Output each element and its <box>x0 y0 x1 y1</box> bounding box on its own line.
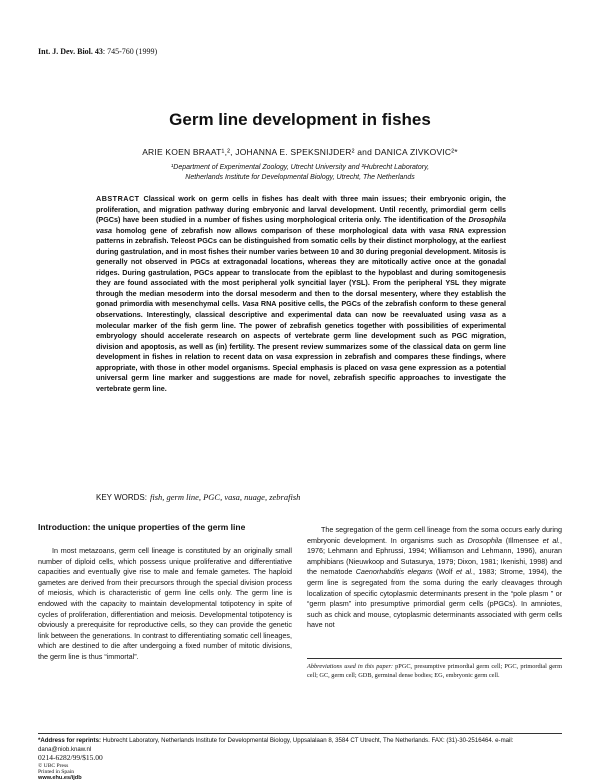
abbreviations-divider <box>307 658 562 659</box>
affiliations <box>0 163 600 183</box>
abbreviations-label: Abbreviations used in this paper: <box>307 663 394 670</box>
abstract-text-a: Classical work on germ cells in fishes has dealt with three main issues; their embryonic origin, the proliferation, and migration pathway during embryonic and larval development. Until recently, primordial germ cells (PGCs) have been studied in a number of fishes using morphological criteria only. The identification of the <box>96 194 506 225</box>
intro-left-column: In most metazoans, germ cell lineage is constituted by an originally small number of diploid cells, which possess unique proliferative and differentiative capacities and eventually give rise to male and female gametes. The haploid gametes are derived from their precursors through the special division process of meiosis, which is characteristic of germ line cells only. The germ line is endowed with the capacity to maintain developmental totipotency in spite of cycles of proliferation, differentiation and meiosis. Developmental totipotency is obviously a prerequisite for reproductive cells, so they can provide the genetic link between the generations. In contrast to differentiating somatic cell lineages, which are destined to die after undergoing a fixed number of mitotic divisions, the germ line is thus “immortal”. <box>38 546 292 661</box>
abbreviations-note <box>307 662 562 680</box>
journal-name: Int. J. Dev. Biol. <box>38 47 93 56</box>
abstract <box>96 194 506 394</box>
abstract-text-e: as a molecular marker of the fish germ line. The power of zebrafish genetics together with possibilities of experimental embryology should accelerate research on aspects of vertebrate germ line development such as PGC migration, division and apoptosis, as well as (in) fertility. The present review summarizes some of the classical data on germ line development in fishes in relation to recent data on <box>96 310 506 362</box>
right-text-e: , 1983; Strome, 1994), the germ line is segregated from the soma during the early cleavages through localization of specific cytoplasmic determinants present in the “pole plasm ” or “germ plasm” into presumptive primordial germ cells (pPGCs). In amniotes, such as chick and mouse, cytoplasmic determinants associated with germ cells have not <box>307 567 562 630</box>
issn-price: 0214-6282/99/$15.00 <box>38 753 103 762</box>
abstract-italic-a: Drosophila vasa <box>96 215 506 235</box>
right-text-b: (Illmensee <box>502 535 543 545</box>
footnote-divider <box>38 733 562 734</box>
right-italic-1: Drosophila <box>467 535 503 545</box>
journal-website-link[interactable]: www.ehu.es/ijdb <box>38 775 82 781</box>
abstract-text-d: RNA positive cells, the PGCs of the zebrafish conform to these general observations. Interestingly, classical descriptive and experimental data can now be reevaluated using <box>96 299 506 320</box>
publisher-printed: Printed in Spain <box>38 769 75 775</box>
journal-volume: 43 <box>94 47 103 56</box>
publisher-copyright: © UBC Press <box>38 763 69 769</box>
abstract-text-g: gene expression as a potential universal germ line marker and suggestions are made for novel, zebrafish specific approaches to investigate the vertebrate germ line. <box>96 362 506 393</box>
article-title: Germ line development in fishes <box>169 110 431 129</box>
footnote-label: *Address for reprints: <box>38 737 101 744</box>
affiliation-line-2: Netherlands Institute for Developmental Biology, Utrecht, The Netherlands <box>185 174 415 181</box>
right-italic-3: Caenorhabditis elegans <box>355 567 433 577</box>
right-text-a: The segregation of the germ cell lineage from the soma occurs early during embryonic development. In organisms such as <box>307 525 562 545</box>
keywords-label: KEY WORDS: <box>96 493 147 502</box>
abstract-text-c: RNA expression patterns in zebrafish. Teleost PGCs can be distinguished from somatic cells by their distinct morphology, at the earliest during gastrulation, and in most fishes their number varies between 10 and 30 during pregonial development. Mitosis is generally not observed in PGCs at extragonadal locations, whereas they are mitotically active once at the gonadal ridges. During gastrulation, PGCs appear to translocate from the epiblast to the hypoblast and during somitogenesis they are found associated with the most peripheral yolk syncitial layer (YSL). From the peripheral YSL they migrate through the median mesoderm into the dorsal mesoderm and then to the dorsal mesentery, where they establish the gonad primordia with mesenchymal cells. <box>96 225 506 309</box>
keywords <box>96 492 300 502</box>
intro-heading: Introduction: the unique properties of the germ line <box>38 522 246 532</box>
abstract-italic-b: vasa <box>429 225 445 235</box>
abstract-text-f: expression in zebrafish and compares these findings, where appropriate, with those in other model organisms. Special emphasis is placed on <box>96 352 506 372</box>
abbreviations-text: pPGC, presumptive primordial germ cell; PGC, primordial germ cell; GC, germ cell; GDB, germinal dense bodies; EG, embryonic germ cell. <box>307 663 562 679</box>
footnote-text: Hubrecht Laboratory, Netherlands Institute for Developmental Biology, Uppsalalaan 8, 3584 CT Utrecht, The Netherlands. FAX: (31)-30-2516464. e-mail: dana@niob.knaw.nl <box>38 737 514 753</box>
journal-reference <box>38 47 157 56</box>
right-italic-2: et al. <box>542 535 560 545</box>
keywords-values: fish, germ line, PGC, vasa, nuage, zebrafish <box>149 492 301 502</box>
affiliation-line-1: ¹Department of Experimental Zoology, Utrecht University and ²Hubrecht Laboratory, <box>170 164 430 171</box>
right-italic-4: et al. <box>456 567 473 577</box>
right-text-d: (Wolf <box>432 567 457 577</box>
reprint-footnote <box>38 737 562 754</box>
abstract-text-b: homolog gene of zebrafish now allows comparison of these morphological data with <box>112 225 429 235</box>
journal-pages-year: : 745-760 (1999) <box>102 47 158 56</box>
right-text-c: , 1976; Lehmann and Ephrussi, 1994; Williamson and Lehmann, 1996), anuran amphibians (Nieuwkoop and Sutasurya, 1979; Dixon, 1981; Ikenishi, 1998) and the nematode <box>307 535 562 577</box>
abstract-italic-e: vasa <box>276 352 293 362</box>
abstract-italic-f: vasa <box>380 362 397 372</box>
authors: ARIE KOEN BRAAT¹,², JOHANNA E. SPEKSNIJDER² and DANICA ZIVKOVIC²* <box>142 147 458 157</box>
abstract-italic-d: vasa <box>469 310 486 320</box>
intro-right-column <box>307 525 562 631</box>
abstract-italic-c: Vasa <box>242 299 259 309</box>
abstract-label: ABSTRACT <box>96 194 140 203</box>
